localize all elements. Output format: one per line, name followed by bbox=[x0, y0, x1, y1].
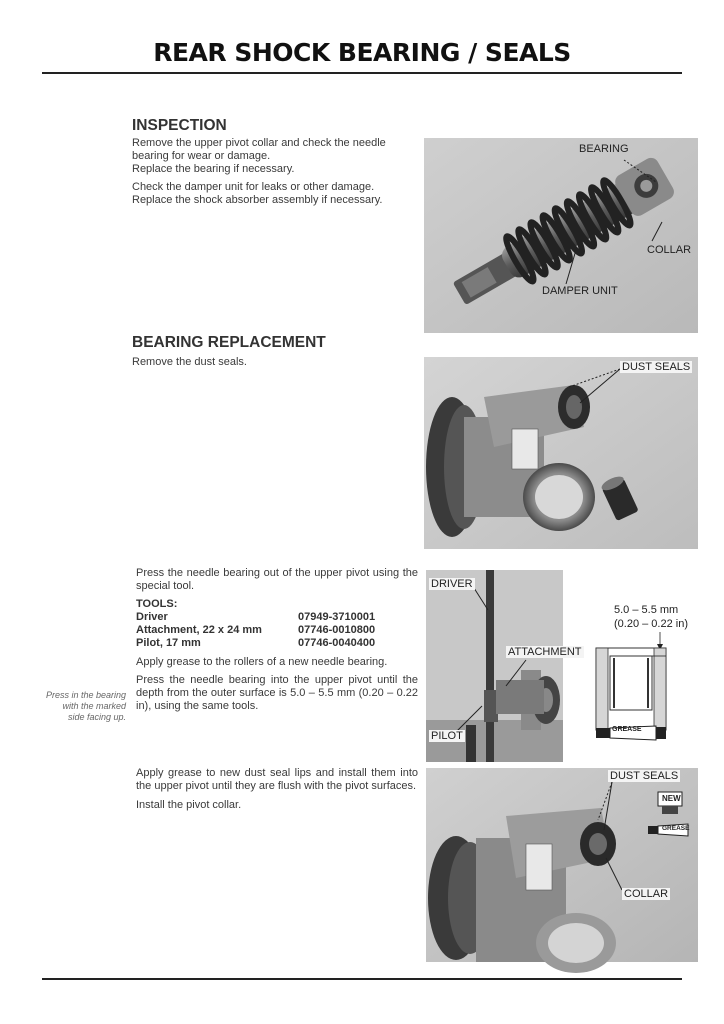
grease-rollers-text: Apply grease to the rollers of a new needle bearing. bbox=[136, 656, 388, 668]
remove-dust-seals-text: Remove the dust seals. bbox=[132, 356, 247, 368]
depth-in-label: (0.20 – 0.22 in) bbox=[614, 618, 688, 630]
tool-row-attachment: Attachment, 22 x 24 mm 07746-0010800 bbox=[136, 624, 376, 636]
dust-seals-photo bbox=[424, 357, 698, 549]
installed-pivot-illustration bbox=[426, 768, 698, 962]
bearing-replacement-heading: BEARING REPLACEMENT bbox=[132, 334, 326, 351]
tools-heading: TOOLS: bbox=[136, 598, 178, 610]
new-tag: NEW bbox=[662, 794, 681, 803]
side-note: Press in the bearing with the marked side facing up. bbox=[45, 690, 126, 722]
collar-callout: COLLAR bbox=[647, 244, 692, 256]
damper-unit-callout: DAMPER UNIT bbox=[542, 285, 618, 297]
tool-row-driver: Driver 07949-3710001 bbox=[136, 611, 376, 623]
footer-rule bbox=[42, 978, 682, 980]
driver-callout: DRIVER bbox=[431, 578, 473, 590]
bearing-callout: BEARING bbox=[579, 143, 629, 155]
depth-diagram bbox=[568, 598, 698, 748]
depth-mm-label: 5.0 – 5.5 mm bbox=[614, 604, 679, 616]
attachment-callout: ATTACHMENT bbox=[508, 646, 582, 658]
install-seals-photo bbox=[426, 768, 698, 962]
press-in-text: Press the needle bearing into the upper pivot until the depth from the outer surface is 5.0 – 5.5 mm (0.20 – 0.22 in), using the same tools. bbox=[136, 674, 418, 712]
pilot-callout: PILOT bbox=[431, 730, 463, 742]
header-rule bbox=[42, 72, 682, 74]
inspection-para-2: Check the damper unit for leaks or other damage. Replace the shock absorber assembly if necessary. bbox=[132, 181, 383, 206]
dust-seals-callout: DUST SEALS bbox=[622, 361, 691, 373]
press-tools-photo bbox=[426, 570, 582, 762]
collar-callout-2: COLLAR bbox=[624, 888, 669, 900]
grease-tag-2: GREASE bbox=[662, 825, 690, 832]
grease-tag-1: GREASE bbox=[612, 726, 642, 733]
press-out-section bbox=[136, 567, 418, 713]
page-title: REAR SHOCK BEARING / SEALS bbox=[153, 38, 571, 67]
shock-absorber-photo bbox=[424, 138, 698, 333]
dust-seals-callout-2: DUST SEALS bbox=[610, 770, 679, 782]
bearing-replacement-section bbox=[132, 334, 417, 369]
install-seals-text: Apply grease to new dust seal lips and install them into the upper pivot until they are flush with the pivot surfaces. bbox=[136, 767, 418, 792]
press-out-text: Press the needle bearing out of the upper pivot using the special tool. bbox=[136, 567, 418, 592]
inspection-para-1: Remove the upper pivot collar and check the needle bearing for wear or damage. Replace the bearing if necessary. bbox=[132, 137, 386, 175]
install-section bbox=[136, 767, 418, 812]
upper-pivot-illustration bbox=[424, 357, 698, 549]
install-collar-text: Install the pivot collar. bbox=[136, 799, 242, 811]
shock-absorber-illustration bbox=[424, 138, 698, 333]
inspection-heading: INSPECTION bbox=[132, 117, 227, 134]
tool-row-pilot: Pilot, 17 mm 07746-0040400 bbox=[136, 637, 376, 649]
inspection-section bbox=[132, 117, 417, 207]
